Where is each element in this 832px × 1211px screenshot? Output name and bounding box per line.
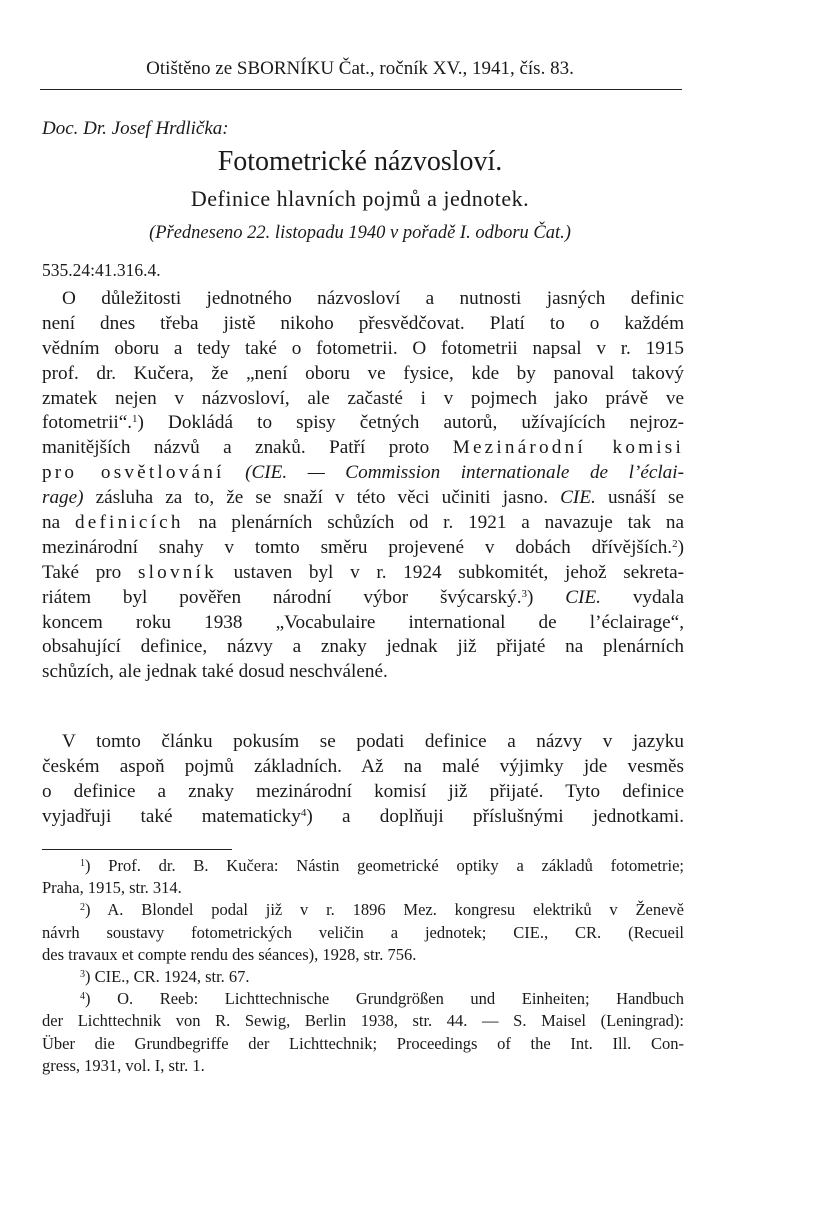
footnote-ref-2: 2 [672, 537, 678, 550]
header-rule [40, 89, 682, 90]
footnote-mark: 3 [80, 968, 85, 980]
text-run: usnáší se [595, 487, 684, 509]
text-line: O důležitosti jednotného názvosloví a nutnosti jasných definic [62, 288, 684, 309]
text-run: ) Dokládá to spisy četných autorů, užívajících nejroz- [137, 412, 684, 434]
footnote-line: der Lichttechnik von R. Sewig, Berlin 1938, str. 44. — S. Maisel (Leningrad): [42, 1011, 684, 1031]
text-line: obsahující definice, názvy a znaky jednak již přijaté na plenárních [42, 636, 684, 658]
footnote-mark: 2 [80, 902, 85, 914]
footnote-line: Praha, 1915, str. 314. [42, 878, 182, 898]
italic-run: rage) [42, 487, 84, 509]
text-line: V tomto článku pokusím se podati definice a názvy v jazyku [62, 731, 684, 752]
text-line: koncem roku 1938 „Vocabulaire international de l’éclairage“, [42, 611, 684, 633]
text-run: manitějších názvů a znaků. Patří proto [42, 437, 453, 459]
footnote-rule [42, 849, 232, 850]
footnote-ref-4: 4 [300, 806, 307, 819]
text-run: mezinárodní snahy v tomto směru projevené v dobách dřívějších. [42, 536, 673, 558]
footnote-line: Über die Grundbegriffe der Lichttechnik; Proceedings of the Int. Ill. Con- [42, 1033, 684, 1053]
text-run: zásluha za to, že se snaží v této věci učiniti jasno. [83, 487, 561, 509]
text-line [42, 511, 684, 536]
text-run: ) [527, 586, 566, 608]
text-line: českém aspoň pojmů základních. Až na malé výjimky jde vesměs [42, 755, 684, 777]
spaced-emphasis: Mezinárodní komisi [452, 437, 684, 459]
text-run: vydala [600, 586, 684, 608]
footnote-ref-3: 3 [521, 587, 528, 600]
footnote-line [42, 966, 684, 988]
text-line [42, 461, 684, 486]
footnote-3 [42, 966, 684, 988]
text-line: schůzích, ale jednak také dosud neschválené. [42, 661, 388, 683]
footnote-line: gress, 1931, vol. I, str. 1. [42, 1055, 205, 1075]
text-line: zmatek nejen v názvosloví, ale začasté i v pojmech jako právě ve [42, 387, 684, 409]
text-run: na plenárních schůzích od r. 1921 a navazuje tak na [183, 512, 684, 534]
text-line [42, 586, 684, 611]
text-line [42, 536, 684, 561]
footnote-mark: 1 [80, 858, 85, 869]
text-line [42, 411, 684, 436]
paragraph-1 [42, 287, 684, 685]
text-run: na [42, 512, 75, 534]
footnote-line: des travaux et compte rendu des séances), 1928, str. 756. [42, 944, 417, 964]
footnote-2 [42, 899, 684, 966]
text-run: ) [677, 536, 684, 558]
spaced-emphasis: slovník [137, 561, 217, 583]
udc-classification: 535.24:41.316.4. [42, 260, 161, 280]
footnote-line: návrh soustavy fotometrických veličin a jednotek; CIE., CR. (Recueil [42, 922, 684, 942]
text-run: ) a doplňuji příslušnými jednotkami. [306, 805, 685, 827]
footnote-line [42, 855, 684, 877]
text-run: ) A. Blondel podal již v r. 1896 Mez. kongresu elektriků v Ženevě [85, 900, 684, 920]
italic-run: (CIE. — Commission internationale de l’éclai- [224, 462, 684, 484]
footnote-ref-1: 1 [132, 413, 138, 426]
text-line [42, 436, 684, 461]
text-run: ) O. Reeb: Lichttechnische Grundgrößen und Einheiten; Handbuch [85, 989, 684, 1009]
author-line: Doc. Dr. Josef Hrdlička: [42, 118, 229, 139]
text-run: vyjadřuji také matematicky [42, 805, 301, 827]
article-title: Fotometrické názvosloví. [217, 146, 503, 177]
italic-run: CIE. [560, 487, 596, 509]
text-run: fotometrii“. [42, 412, 133, 434]
text-run: ) CIE., CR. 1924, str. 67. [85, 966, 250, 986]
presentation-note: (Předneseno 22. listopadu 1940 v pořadě I. odboru Čat.) [149, 223, 571, 243]
italic-run: CIE. [565, 586, 601, 608]
text-run: Také pro [42, 561, 138, 583]
article-subtitle: Definice hlavních pojmů a jednotek. [190, 186, 530, 211]
footnotes [42, 855, 684, 1077]
running-head: Otištěno ze SBORNÍKU Čat., ročník XV., 1941, čís. 83. [146, 58, 574, 79]
spaced-emphasis: definicích [74, 512, 184, 534]
text-line [42, 486, 684, 511]
text-run: riátem byl pověřen národní výbor švýcarský. [42, 586, 522, 608]
paragraph-2 [42, 730, 684, 830]
text-line: o definice a znaky mezinárodní komisí již přijaté. Tyto definice [42, 780, 684, 802]
text-line: vědním oboru a tedy také o fotometrii. O fotometrii napsal v r. 1915 [42, 337, 684, 359]
text-line: není dnes třeba jistě nikoho přesvědčovat. Platí to o každém [42, 312, 684, 334]
text-run: ustaven byl v r. 1924 subkomitét, jehož sekreta- [216, 561, 684, 583]
footnote-mark: 4 [80, 991, 85, 1003]
footnote-line [42, 988, 684, 1010]
footnote-line [42, 899, 684, 921]
spaced-emphasis: pro osvětlování [42, 462, 225, 484]
text-run: ) Prof. dr. B. Kučera: Nástin geometrické optiky a základů fotometrie; [85, 856, 684, 875]
text-line [42, 561, 684, 586]
footnote-4 [42, 988, 684, 1077]
text-line: prof. dr. Kučera, že „není oboru ve fysice, kde by panoval takový [42, 362, 684, 384]
footnote-1 [42, 855, 684, 899]
text-line [42, 805, 684, 830]
